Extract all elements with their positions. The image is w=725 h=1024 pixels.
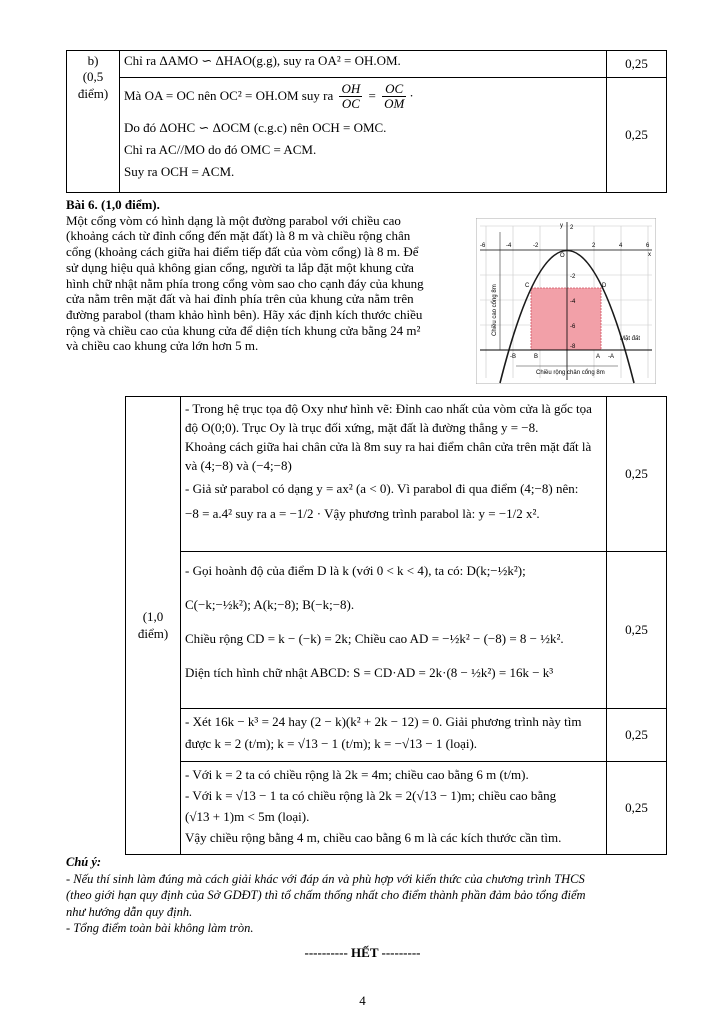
- door-rectangle: [531, 288, 601, 350]
- note-line: - Nếu thí sinh làm đúng mà cách giải khác với đáp án và phù hợp với kiến thức của chương trình THCS: [66, 871, 585, 886]
- solution-label: (1,0 điểm): [126, 397, 181, 855]
- tick-label: -4: [506, 243, 512, 249]
- tick-label: -6: [480, 243, 486, 249]
- part-b-row1: Chỉ ra ΔAMO ∽ ΔHAO(g.g), suy ra OA² = OH.OM.: [120, 51, 607, 78]
- note-line: như hướng dẫn quy định.: [66, 904, 193, 919]
- axis-label-x: x: [648, 252, 651, 258]
- solution-step-1: - Trong hệ trục tọa độ Oxy như hình vẽ: Đỉnh cao nhất của vòm cửa là gốc tọa độ O(0;0). Trục Oy là trục đối xứng, mặt đất là đường thẳng y = −8. Khoảng cách giữa hai chân cửa là 8m suy ra hai điểm chân cửa trên mặt đất là và (4;−8) và (−4;−8) - Giả sử parabol có dạng y = ax² (a < 0). Vì parabol đi qua điểm (4;−8) nên: −8 = a.4² suy ra a = −1/2 · Vậy phương trình parabol là: y = −1/2 x².: [181, 397, 607, 552]
- tick-label: -4: [570, 299, 576, 305]
- score-cell: 0,25: [607, 397, 667, 552]
- solution-step-2: - Gọi hoành độ của điểm D là k (với 0 < k < 4), ta có: D(k;−½k²); C(−k;−½k²); A(k;−8); B(−k;−8). Chiều rộng CD = k − (−k) = 2k; Chiều cao AD = −½k² − (−8) = 8 − ½k². Diện tích hình chữ nhật ABCD: S = CD·AD = 2k·(8 − ½k²) = 16k − k³: [181, 552, 607, 709]
- fraction: $\frac{OH}{OC}$: [341, 81, 361, 112]
- height-label: Chiều cao cổng 8m: [492, 284, 498, 336]
- problem-statement: [66, 197, 476, 354]
- axis-label-y: y: [560, 223, 563, 229]
- point-label: C: [525, 283, 530, 289]
- tick-label: 2: [592, 243, 596, 249]
- tick-label: -2: [570, 274, 576, 280]
- parabola-figure: [476, 218, 656, 384]
- point-label: D: [602, 283, 607, 289]
- problem-line: hình chữ nhật nằm phía trong cổng vòm sao cho cạnh đáy của khung: [66, 275, 424, 291]
- part-b-label: b) (0,5 điểm): [67, 51, 120, 193]
- tick-label: -8: [570, 344, 576, 350]
- solution-step-4: - Với k = 2 ta có chiều rộng là 2k = 4m; chiều cao bằng 6 m (t/m). - Với k = √13 − 1 ta có chiều rộng là 2k = 2(√13 − 1)m; chiều cao bằng (√13 + 1)m < 5m (loại). Vậy chiều rộng bằng 4 m, chiều cao bằng 6 m là các kích thước cần tìm.: [181, 762, 607, 855]
- point-label: A: [596, 354, 601, 360]
- tick-label: 2: [570, 225, 574, 231]
- note-line: - Tổng điểm toàn bài không làm tròn.: [66, 921, 254, 935]
- end-marker: ---------- HẾT ---------: [304, 945, 421, 960]
- problem-line: (khoảng cách từ đỉnh cổng đến mặt đất) là 8 m và chiều rộng chân: [66, 228, 411, 244]
- table-solution: [125, 396, 667, 855]
- part-b-row2: Mà OA = OC nên OC² = OH.OM suy ra $\frac{OH}{OC}$ = $\frac{OC}{OM}$ · Do đó ΔOHC ∽ ΔOCM (c.g.c) nên OCH = OMC. Chỉ ra AC//MO do đó OMC = ACM. Suy ra OCH = ACM.: [120, 78, 607, 193]
- note-line: (theo giới hạn quy định của Sở GDĐT) thì tổ chấm thống nhất cho điểm thành phần đảm bảo tổng điểm: [66, 888, 586, 902]
- problem-line: cổng (khoảng cách giữa hai điểm tiếp đất của vòm cổng) là 8 m. Để: [66, 244, 419, 260]
- tick-label: -6: [570, 324, 576, 330]
- point-label: -B: [510, 354, 516, 360]
- solution-step-3: - Xét 16k − k³ = 24 hay (2 − k)(k² + 2k − 12) = 0. Giải phương trình này tìm được k = 2 (t/m); k = √13 − 1 (t/m); k = −√13 − 1 (loại).: [181, 709, 607, 762]
- fraction: $\frac{OC}{OM}$: [384, 81, 405, 112]
- table-part-b: [66, 50, 667, 193]
- width-label: Chiều rộng chân cổng 8m: [536, 370, 605, 376]
- point-label: -A: [608, 354, 614, 360]
- ground-label: Mặt đất: [620, 336, 641, 342]
- tick-label: 4: [619, 243, 623, 249]
- score-cell: 0,25: [607, 78, 667, 193]
- tick-label: 6: [646, 243, 650, 249]
- score-cell: 0,25: [607, 552, 667, 709]
- notes: [66, 854, 686, 937]
- score-cell: 0,25: [607, 709, 667, 762]
- problem-title: Bài 6. (1,0 điểm).: [66, 197, 160, 212]
- origin-label: O: [560, 253, 565, 259]
- notes-title: Chú ý:: [66, 855, 102, 869]
- problem-line: sử dụng hiệu quả không gian cổng, người ta lắp đặt một khung cửa: [66, 259, 414, 275]
- problem-line: Một cổng vòm có hình dạng là một đường parabol với chiều cao: [66, 212, 401, 228]
- score-cell: 0,25: [607, 51, 667, 78]
- score-cell: 0,25: [607, 762, 667, 855]
- point-label: B: [534, 354, 539, 360]
- problem-line: đường parabol (tham khảo hình bên). Hãy xác định kích thước chiều: [66, 306, 423, 322]
- tick-label: -2: [533, 243, 539, 249]
- problem-line: cửa nằm trên mặt đất và hai đỉnh phía trên của khung cửa nằm trên: [66, 291, 414, 307]
- page-number: 4: [359, 993, 366, 1008]
- problem-line: rộng và chiều cao của khung cửa để diện tích khung cửa bằng 24 m²: [66, 322, 421, 338]
- problem-line: và chiều cao khung cửa lớn hơn 5 m.: [66, 338, 259, 354]
